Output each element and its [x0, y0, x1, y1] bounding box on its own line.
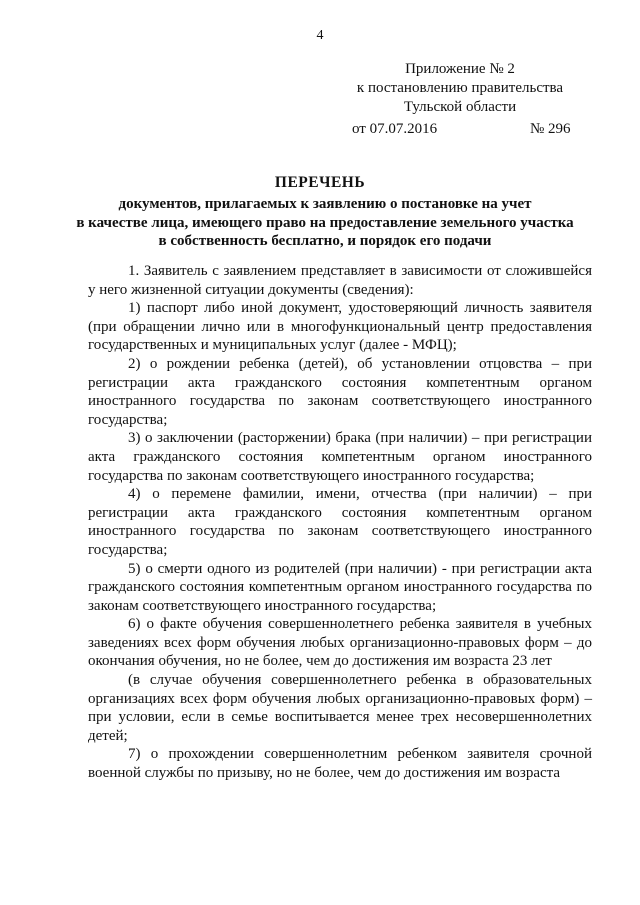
list-item-4: 4) о перемене фамилии, имени, отчества (при наличии) – при регистрации акта гражданского состояния компетентным органом иностранного государства по законам соответствующего иностранного государства; — [88, 486, 592, 558]
list-item-1: 1) паспорт либо иной документ, удостоверяющий личность заявителя (при обращении лично или в многофункциональный центр предоставления государственных и муниципальных услуг (далее - МФЦ); — [88, 300, 592, 354]
document-title: ПЕРЕЧЕНЬ — [274, 174, 366, 191]
list-item-5: 5) о смерти одного из родителей (при наличии) - при регистрации акта гражданского состояния компетентным органом иностранного государства по законам соответствующего иностранного государства; — [88, 560, 592, 614]
subtitle-line-3: в собственность бесплатно, и порядок его подачи — [158, 233, 492, 249]
subtitle-line-1: документов, прилагаемых к заявлению о постановке на учет — [118, 196, 532, 212]
appendix-resolution-line: к постановлению правительства — [356, 80, 564, 96]
appendix-title: Приложение № 2 — [405, 61, 515, 77]
appendix-header — [350, 60, 570, 117]
page-number: 4 — [316, 28, 324, 43]
list-item-6: 6) о факте обучения совершеннолетнего ребенка заявителя в учебных заведениях всех форм обучения любых организационно-правовых форм – до окончания обучения, но не более, чем до достижения им возраста 23 лет — [88, 616, 592, 670]
document-body — [88, 262, 592, 783]
resolution-date-line — [352, 121, 572, 138]
list-item-3: 3) о заключении (расторжении) брака (при наличии) – при регистрации акта гражданского состояния компетентным органом иностранного государства по законам соответствующего иностранного государства; — [88, 430, 592, 484]
appendix-region-line: Тульской области — [403, 99, 517, 115]
subtitle-line-2: в качестве лица, имеющего право на предоставление земельного участка — [76, 214, 574, 231]
list-item-7: 7) о прохождении совершеннолетним ребенком заявителя срочной военной службы по призыву, но не более, чем до достижения им возраста — [88, 746, 592, 782]
list-item-2: 2) о рождении ребенка (детей), об установлении отцовства – при регистрации акта гражданского состояния компетентным органом иностранного государства по законам соответствующего иностранного государства; — [88, 355, 592, 428]
resolution-date: от 07.07.2016 — [352, 121, 438, 137]
document-subtitle — [40, 195, 610, 251]
resolution-number: № 296 — [530, 121, 571, 137]
paragraph-1: 1. Заявитель с заявлением представляет в зависимости от сложившейся у него жизненной ситуации документы (сведения): — [88, 263, 592, 298]
list-item-6-continuation: (в случае обучения совершеннолетнего ребенка в образовательных организациях всех форм обучения любых организационно-правовых форм) – при условии, если в семье воспитывается менее трех несовершеннолетних детей; — [88, 672, 592, 744]
